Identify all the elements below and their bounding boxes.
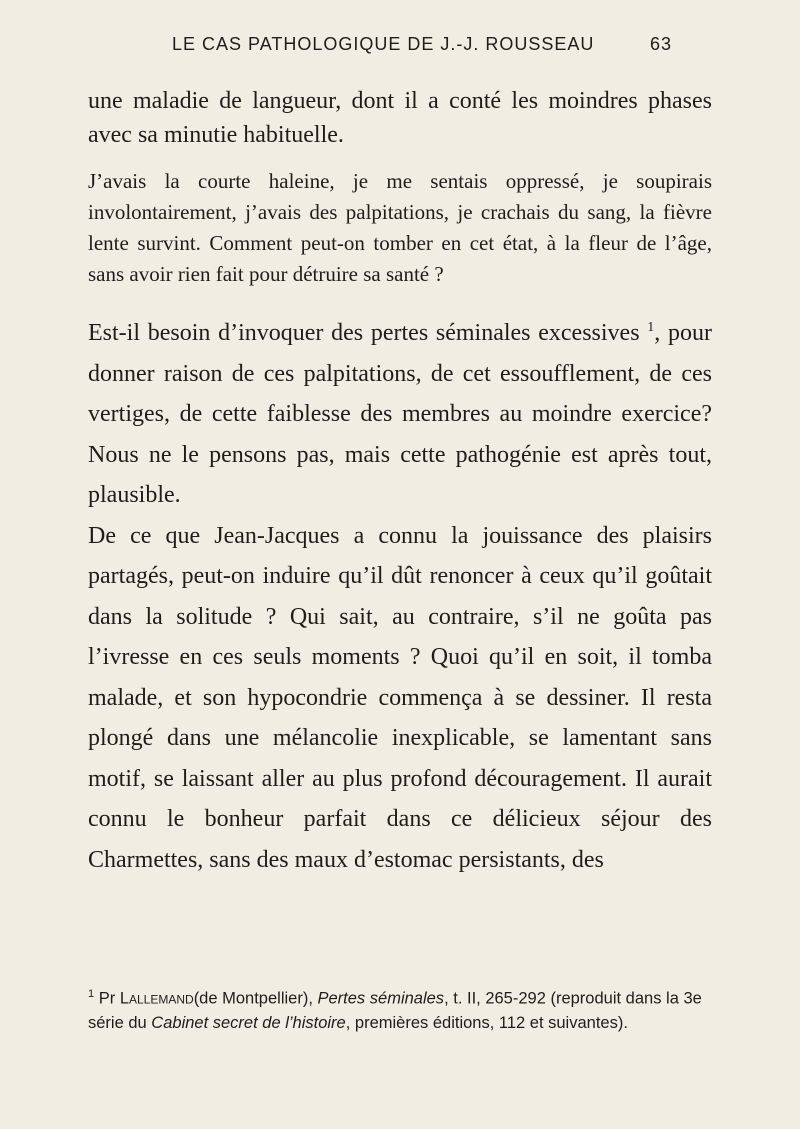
page-number: 63 [650,34,673,54]
footnote-end: , premières éditions, 112 et suivantes). [345,1013,628,1032]
main-text [88,84,712,880]
footnote-collection: Cabinet secret de l’histoire [151,1013,346,1032]
running-title: LE CAS PATHOLOGIQUE DE J.-J. ROUSSEAU [172,34,595,54]
footnote-work: Pertes séminales [317,989,445,1008]
footnote-marker: 1 [88,988,95,1000]
footnote-ref: 1 [647,320,655,335]
paragraph-3 [88,308,712,516]
footnote [88,982,712,1035]
paragraph-1: une maladie de langueur, dont il a conté les moindres phases avec sa minutie habituelle. [88,88,712,148]
paragraph-4: De ce que Jean-Jacques a connu la jouissance des plaisirs partagés, peut-on induire qu’il dût renoncer à ceux qu’il goûtait dans la solitude ? Qui sait, au contraire, s’il ne goûta pas l’ivresse en ces seuls moments ? Quoi qu’il en soit, il tomba malade, et son hypocondrie commença à se dessiner. Il resta plongé dans une mélancolie inexplicable, se lamentant sans motif, se laissant aller au plus profond découragement. Il aurait connu le bonheur parfait dans ce délicieux séjour des Charmettes, sans des maux d’estomac persistants, des [88,522,712,873]
footnote-prefix: Pr [98,989,120,1008]
footnote-ref-text: , t. II, 265-292 (reproduit dans la 3e série du [88,989,702,1032]
paragraph-3-text-b: , pour donner raison de ces palpitations, de cet essoufflement, de ces vertiges, de cette faiblesse des membres au moindre exercice? Nous ne le pensons pas, mais cette pathogénie est après tout, plausible. [88,320,712,508]
running-header [172,34,672,55]
paragraph-2-quote: J’avais la courte haleine, je me sentais oppressé, je soupirais involontairement, j’avais des palpitations, je crachais du sang, la fièvre lente survint. Comment peut-on tomber en cet état, à la fleur de l’âge, sans avoir rien fait pour détruire sa santé ? [88,169,712,286]
footnote-author: Lallemand [119,989,194,1008]
paragraph-3-text-a: Est-il besoin d’invoquer des pertes séminales excessives [88,320,648,346]
footnote-after-author: (de Montpellier), [193,989,318,1008]
